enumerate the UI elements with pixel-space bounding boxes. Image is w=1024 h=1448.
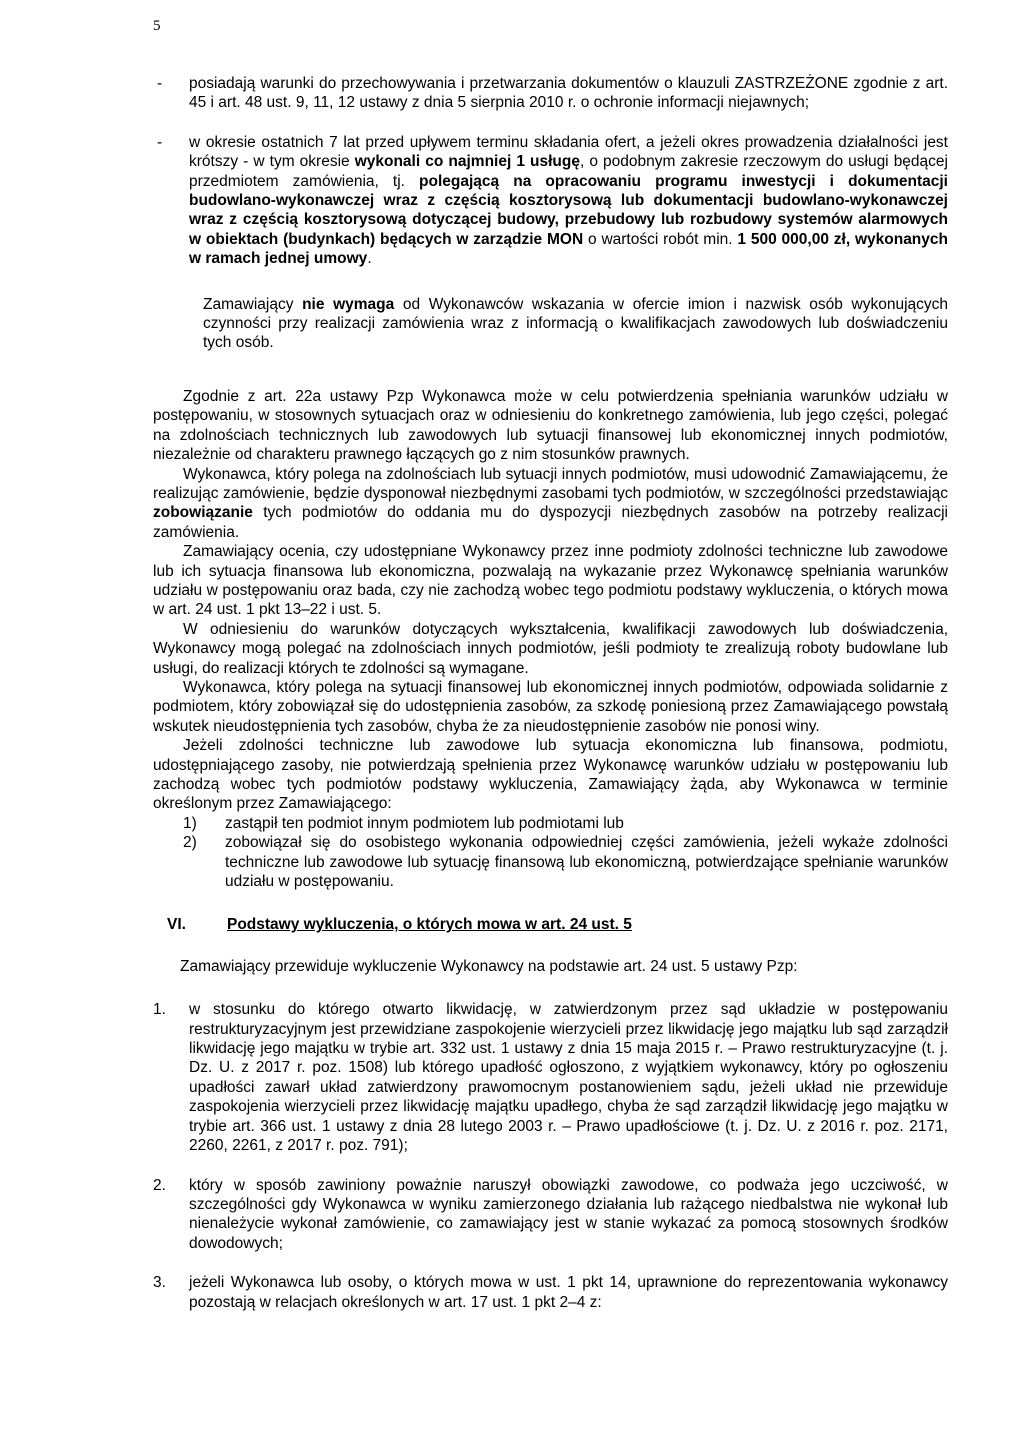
text-segment: . <box>367 250 372 268</box>
text-segment: od Wykonawców wskazania w ofercie imion i nazwisk osób wykonujących czynności przy realizacji zamówienia wraz z informacją o kwalifikacjach zawodowych lub doświadczeniu tych osób. <box>203 295 949 352</box>
item-marker: 2. <box>153 1176 166 1194</box>
text-segment: Zgodnie z art. 22a ustawy Pzp Wykonawca może w celu potwierdzenia spełniania warunków udziału w postępowaniu, w stosownych sytuacjach oraz w odniesieniu do konkretnego zamówienia, lub jego części, polegać na zdolnościach technicznych lub zawodowych lub sytuacji finansowej lub ekonomicznej innych podmiotów, niezależnie od charakteru prawnego łączących go z nim stosunków prawnych. <box>153 387 948 464</box>
paragraph <box>153 542 948 620</box>
exclusion-item <box>153 1000 948 1155</box>
text-segment: tych podmiotów do oddania mu do dyspozycji niezbędnych zasobów na potrzeby realizacji zamówienia. <box>153 504 948 541</box>
text-segment: , o podobnym zakresie rzeczowym do usługi będącej przedmiotem zamówienia, tj. <box>189 153 948 190</box>
document-page <box>153 74 948 1312</box>
requirement-item <box>183 814 948 833</box>
text-segment: o wartości robót min. <box>583 230 738 248</box>
paragraph <box>153 387 948 465</box>
bold-segment: polegającą na opracowaniu programu inwestycji i dokumentacji budowlano-wykonawczej wraz z częścią kosztorysową lub dokumentacji budowlano-wykonawczej wraz z częścią kosztorysową dotyczącej budowy, przebudowy lub rozbudowy systemów alarmowych w obiektach (budynkach) będących w zarządzie MON <box>189 172 948 248</box>
item-text: zobowiązał się do osobistego wykonania odpowiedniej części zamówienia, jeżeli wykaże zdolności techniczne lub zawodowe lub sytuację finansową lub ekonomiczną, potwierdzające spełnianie warunków udziału w postępowaniu. <box>225 834 948 891</box>
section-number: VI. <box>167 916 186 934</box>
item-marker: 2) <box>183 834 197 852</box>
paragraph <box>153 736 948 814</box>
paragraph <box>153 465 948 543</box>
text-segment: W odniesieniu do warunków dotyczących wykształcenia, kwalifikacji zawodowych lub doświadczenia, Wykonawcy mogą polegać na zdolnościach innych podmiotów, jeśli podmioty te zrealizują roboty budowlane lub usługi, do realizacji których te zdolności są wymagane. <box>153 620 948 677</box>
condition-item <box>153 133 948 269</box>
condition-item <box>153 74 948 113</box>
item-text: w stosunku do którego otwarto likwidację, w zatwierdzonym przez sąd układzie w postępowaniu restrukturyzacyjnym jest przewidziane zaspokojenie wierzycieli przez likwidację jego majątku lub sąd zarządził likwidację jego majątku w trybie art. 332 ust. 1 ustawy z dnia 15 maja 2015 r. – Prawo restrukturyzacyjne (t. j. Dz. U. z 2017 r. poz. 1508) lub którego upadłość ogłoszono, z wyjątkiem wykonawcy, który po ogłoszeniu upadłości zawarł układ zatwierdzony prawomocnym postanowieniem sądu, jeżeli układ nie przewiduje zaspokojenia wierzycieli przez likwidację majątku upadłego, chyba że sąd zarządził likwidację jego majątku w trybie art. 366 ust. 1 ustawy z dnia 28 lutego 2003 r. – Prawo upadłościowe (t. j. Dz. U. z 2016 r. poz. 2171, 2260, 2261, z 2017 r. poz. 791); <box>189 1001 948 1155</box>
text-segment: w okresie ostatnich 7 lat przed upływem terminu składania ofert, a jeżeli okres prowadzenia działalności jest krótszy - w tym okresie <box>189 133 948 171</box>
text-segment: Wykonawca, który polega na zdolnościach lub sytuacji innych podmiotów, musi udowodnić Zamawiającemu, że realizując zamówienie, będzie dysponował niezbędnymi zasobami tych podmiotów, w szczególności przedstawiając <box>153 465 948 502</box>
item-marker: 1) <box>183 814 197 832</box>
bold-segment: nie wymaga <box>302 295 395 313</box>
exclusion-item <box>153 1176 948 1254</box>
text-segment: Zamawiający ocenia, czy udostępniane Wykonawcy przez inne podmioty zdolności techniczne lub zawodowe lub ich sytuacja finansowa lub ekonomiczna, pozwalają na wykazanie przez Wykonawcę spełniania warunków udziału w postępowaniu oraz bada, czy nie zachodzą wobec tego podmiotu podstawy wykluczenia, o których mowa w art. 24 ust. 1 pkt 13–22 i ust. 5. <box>153 543 948 619</box>
personnel-note <box>203 295 948 353</box>
section-intro: Zamawiający przewiduje wykluczenie Wykonawcy na podstawie art. 24 ust. 5 ustawy Pzp: <box>180 957 798 975</box>
dash-marker: - <box>157 133 163 151</box>
condition-text <box>189 133 948 269</box>
exclusion-item <box>153 1273 948 1312</box>
paragraph <box>153 620 948 678</box>
text-segment: Jeżeli zdolności techniczne lub zawodowe lub sytuacja ekonomiczna lub finansowa, podmiotu, udostępniającego zasoby, nie potwierdzają spełnienia przez Wykonawcę warunków udziału w postępowaniu lub zachodzą wobec tych podmiotów podstawy wykluczenia, Zamawiający żąda, aby Wykonawca w terminie określonym przez Zamawiającego: <box>153 737 948 813</box>
condition-text <box>189 74 948 113</box>
item-text: który w sposób zawiniony poważnie naruszył obowiązki zawodowe, co podważa jego uczciwość, w szczególności gdy Wykonawca w wyniku zamierzonego działania lub rażącego niedbalstwa nie wykonał lub nienależycie wykonał zamówienie, co zamawiający jest w stanie wykazać za pomocą stosownych środków dowodowych; <box>189 1176 948 1252</box>
paragraph <box>153 678 948 736</box>
conditions-list <box>153 74 948 269</box>
page-number: 5 <box>153 18 161 34</box>
exclusion-list <box>153 1000 948 1312</box>
section-title: Podstawy wykluczenia, o których mowa w art. 24 ust. 5 <box>227 916 632 934</box>
dash-marker: - <box>157 75 163 92</box>
bold-segment: wykonali co najmniej 1 usługę <box>354 153 580 171</box>
item-text: zastąpił ten podmiot innym podmiotem lub podmiotami lub <box>225 814 624 832</box>
requirement-item <box>183 833 948 891</box>
text-segment: Zamawiający <box>203 295 303 313</box>
item-text: jeżeli Wykonawca lub osoby, o których mowa w ust. 1 pkt 14, uprawnione do reprezentowania wykonawcy pozostają w relacjach określonych w art. 17 ust. 1 pkt 2–4 z: <box>189 1274 948 1311</box>
item-marker: 3. <box>153 1274 166 1292</box>
requirement-list <box>153 814 948 892</box>
item-marker: 1. <box>153 1001 166 1019</box>
text-segment: posiadają warunki do przechowywania i przetwarzania dokumentów o klauzuli ZASTRZEŻONE zgodnie z art. 45 i art. 48 ust. 9, 11, 12 ustawy z dnia 5 sierpnia 2010 r. o ochronie informacji niejawnych; <box>189 75 948 112</box>
bold-segment: 1 500 000,00 zł, wykonanych w ramach jednej umowy <box>189 230 948 268</box>
text-segment: Wykonawca, który polega na sytuacji finansowej lub ekonomicznej innych podmiotów, odpowiada solidarnie z podmiotem, który zobowiązał się do udostępnienia zasobów, za szkodę poniesioną przez Zamawiającego powstałą wskutek nieudostępnienia tych zasobów, chyba że za nieudostępnienie zasobów nie ponosi winy. <box>153 678 948 735</box>
bold-segment: zobowiązanie <box>153 504 253 522</box>
section-heading <box>153 915 948 934</box>
